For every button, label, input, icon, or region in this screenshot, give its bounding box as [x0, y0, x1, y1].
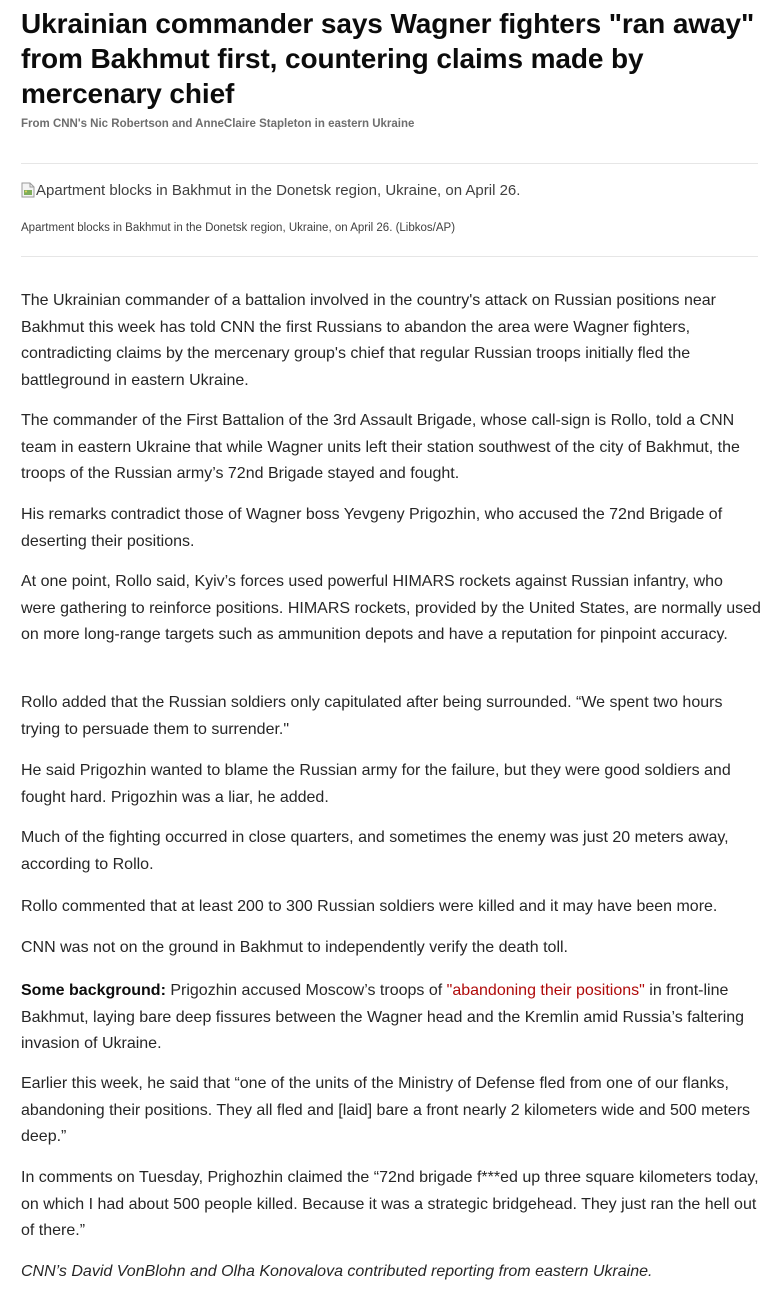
paragraph-7: Much of the fighting occurred in close quarters, and sometimes the enemy was just 20 meters away, according to Rollo.: [21, 829, 729, 873]
broken-image-icon: [21, 182, 35, 198]
paragraph-10-text-a: Prigozhin accused Moscow’s troops of: [165, 982, 447, 999]
paragraph-10-text-b: in front-line Bakhmut, laying bare deep fissures between the Wagner head and the Kremlin amid Russia’s faltering invasion of Ukraine.: [21, 982, 745, 1052]
article-image: [21, 181, 758, 201]
byline-divider: [21, 163, 758, 164]
paragraph-11: Earlier this week, he said that “one of the units of the Ministry of Defense fled from one of our flanks, abandoning their positions. They all fled and [laid] bare a front nearly 2 kilometers wide and 500 meters deep.”: [21, 1075, 751, 1145]
paragraph-9: CNN was not on the ground in Bakhmut to independently verify the death toll.: [21, 939, 568, 956]
article-byline: From CNN's Nic Robertson and AnneClaire Stapleton in eastern Ukraine: [21, 118, 415, 130]
contributor-note: CNN’s David VonBlohn and Olha Konovalova contributed reporting from eastern Ukraine.: [21, 1263, 653, 1280]
caption-divider: [21, 256, 758, 257]
paragraph-4: At one point, Rollo said, Kyiv’s forces used powerful HIMARS rockets against Russian infantry, who were gathering to reinforce positions. HIMARS rockets, provided by the United States, are normally used on more long-range targets such as ammunition depots and have a reputation for pinpoint accuracy.: [21, 573, 761, 643]
abandoning-positions-link[interactable]: "abandoning their positions": [446, 982, 645, 999]
paragraph-10: [21, 978, 761, 1058]
image-alt-text: Apartment blocks in Bakhmut in the Donetsk region, Ukraine, on April 26.: [36, 182, 521, 199]
paragraph-3: His remarks contradict those of Wagner boss Yevgeny Prigozhin, who accused the 72nd Brigade of deserting their positions.: [21, 506, 723, 550]
background-lead: Some background:: [21, 982, 166, 999]
paragraph-12: In comments on Tuesday, Prighozhin claimed the “72nd brigade f***ed up three square kilometers today, on which I had about 500 people killed. Because it was a strategic bridgehead. They just ran the hell out of there.”: [21, 1169, 759, 1239]
paragraph-5: Rollo added that the Russian soldiers only capitulated after being surrounded. “We spent two hours trying to persuade them to surrender.": [21, 694, 723, 738]
paragraph-2: The commander of the First Battalion of the 3rd Assault Brigade, whose call-sign is Rollo, told a CNN team in eastern Ukraine that while Wagner units left their station southwest of the city of Bakhmut, the troops of the Russian army’s 72nd Brigade stayed and fought.: [21, 412, 740, 482]
paragraph-6: He said Prigozhin wanted to blame the Russian army for the failure, but they were good soldiers and fought hard. Prigozhin was a liar, he added.: [21, 762, 731, 806]
paragraph-8: Rollo commented that at least 200 to 300 Russian soldiers were killed and it may have been more.: [21, 898, 718, 915]
article-headline: Ukrainian commander says Wagner fighters "ran away" from Bakhmut first, countering claims made by mercenary chief: [21, 8, 755, 109]
paragraph-1: The Ukrainian commander of a battalion involved in the country's attack on Russian positions near Bakhmut this week has told CNN the first Russians to abandon the area were Wagner fighters, contradicting claims by the mercenary group's chief that regular Russian troops initially fled the battleground in eastern Ukraine.: [21, 292, 716, 389]
image-caption: Apartment blocks in Bakhmut in the Donetsk region, Ukraine, on April 26. (Libkos/AP): [21, 222, 456, 234]
